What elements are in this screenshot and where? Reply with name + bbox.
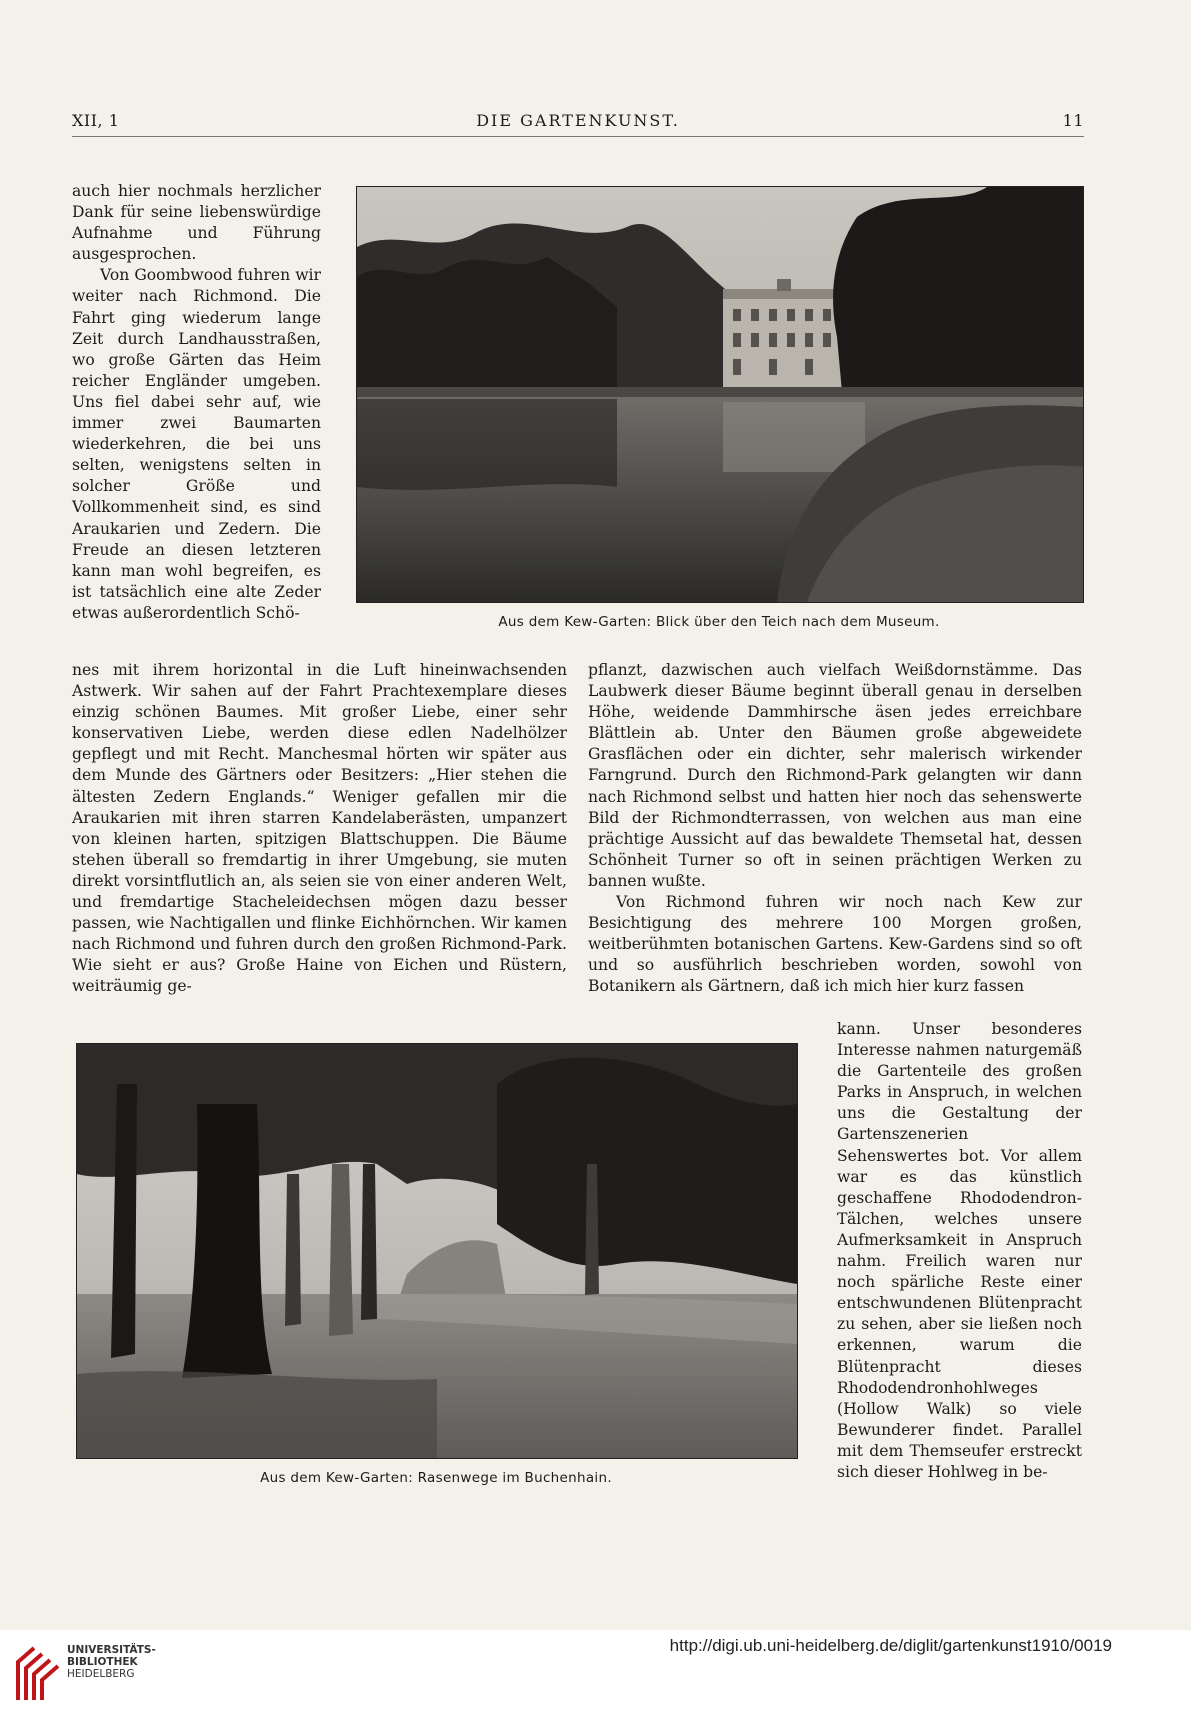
paragraph: auch hier nochmals herzlicher Dank für seine liebenswürdige Aufnahme und Führung ausgesprochen. xyxy=(72,182,321,264)
text-column-middle-right xyxy=(588,660,1082,998)
library-name xyxy=(67,1644,156,1680)
text-column-middle-left xyxy=(72,660,567,998)
paragraph: Von Richmond fuhren wir noch nach Kew zur Besichtigung des mehrere 100 Morgen großen, weitberühmten botanischen Gartens. Kew-Gardens sind so oft und so ausführlich beschrieben worden, sowohl von Botanikern als Gärtnern, daß ich mich hier kurz fassen xyxy=(588,893,1082,996)
paragraph: kann. Unser besonderes Interesse nahmen naturgemäß die Gartenteile des großen Parks in Anspruch, in welchen uns die Gestaltung der Gartenszenerien Sehenswertes bot. Vor allem war es das künstlich geschaffene Rhododendron-Tälchen, welches unsere Aufmerksamkeit in Anspruch nahm. Freilich waren nur noch spärliche Reste einer entschwundenen Blütenpracht zu sehen, aber sie ließen noch erkennen, warum die Blütenpracht dieses Rhododendronhohlweges (Hollow Walk) so viele Bewunderer findet. Parallel mit dem Themseufer erstreckt sich dieser Hohlweg in be- xyxy=(837,1020,1082,1481)
paragraph: nes mit ihrem horizontal in die Luft hineinwachsenden Astwerk. Wir sahen auf der Fahrt Prachtexemplare dieses einzig schönen Baumes. Mit großer Liebe, einer sehr konservativen Liebe, werden diese edlen Nadelhölzer gepflegt und mit Recht. Manchesmal hörten wir später aus dem Munde des Gärtners oder Besitzers: „Hier stehen die ältesten Zedern Englands.“ Weniger gefallen mir die Araukarien mit ihren starren Kandelaberästen, umpanzert von kleinen harten, spitzigen Blattschuppen. Die Bäume stehen überall so fremdartig in ihrer Umgebung, sie muten direkt vorsintflutlich an, als seien sie von einer anderen Welt, und fremdartige Stacheleidechsen mögen dazu besser passen, wie Nachtigallen und flinke Eichhörnchen. Wir kamen nach Richmond und fuhren durch den großen Richmond-Park. Wie sieht er aus? Große Haine von Eichen und Rüstern, weiträumig ge- xyxy=(72,661,567,996)
text-column-bottom-right xyxy=(837,1019,1082,1483)
caption-bottom-photo: Aus dem Kew-Garten: Rasenwege im Buchenhain. xyxy=(260,1470,612,1486)
library-line-2: BIBLIOTHEK xyxy=(67,1656,138,1668)
photo-kew-pond-museum xyxy=(356,186,1084,603)
library-line-1: UNIVERSITÄTS- xyxy=(67,1644,156,1656)
text-column-top-left xyxy=(72,181,321,624)
library-line-3: HEIDELBERG xyxy=(67,1668,135,1680)
source-url-link[interactable]: http://digi.ub.uni-heidelberg.de/diglit/gartenkunst1910/0019 xyxy=(669,1636,1112,1655)
paragraph: pflanzt, dazwischen auch vielfach Weißdornstämme. Das Laubwerk dieser Bäume beginnt überall genau in derselben Höhe, weidende Dammhirsche äsen jedes erreichbare Blättlein ab. Unter den Bäumen große abgeweidete Grasflächen oder ein dichter, sehr malerisch wirkender Farngrund. Durch den Richmond-Park gelangten wir dann nach Richmond selbst und hatten hier noch das sehenswerte Bild der Richmondterrassen, von welchen aus man eine prächtige Aussicht auf das bewaldete Themsetal hat, dessen Schönheit Turner so oft in seinen prächtigen Werken zu bannen wußte. xyxy=(588,661,1082,890)
volume-number: XII, 1 xyxy=(72,111,120,130)
running-header xyxy=(72,111,1084,135)
header-rule xyxy=(72,136,1084,137)
journal-title: DIE GARTENKUNST. xyxy=(476,111,680,130)
university-library-logo-icon xyxy=(12,1638,64,1704)
caption-top-photo: Aus dem Kew-Garten: Blick über den Teich nach dem Museum. xyxy=(498,614,940,630)
paragraph: Von Goombwood fuhren wir weiter nach Richmond. Die Fahrt ging wiederum lange Zeit durch Landhausstraßen, wo große Gärten das Heim reicher Engländer umgeben. Uns fiel dabei sehr auf, wie immer zwei Baumarten wiederkehren, die bei uns selten, wenigstens selten in solcher Größe und Vollkommenheit sind, es sind Araukarien und Zedern. Die Freude an diesen letzteren kann man wohl begreifen, es ist tatsächlich eine alte Zeder etwas außerordentlich Schö- xyxy=(72,266,321,622)
photo-kew-beech-grove xyxy=(76,1043,798,1459)
page-number: 11 xyxy=(1062,111,1084,130)
